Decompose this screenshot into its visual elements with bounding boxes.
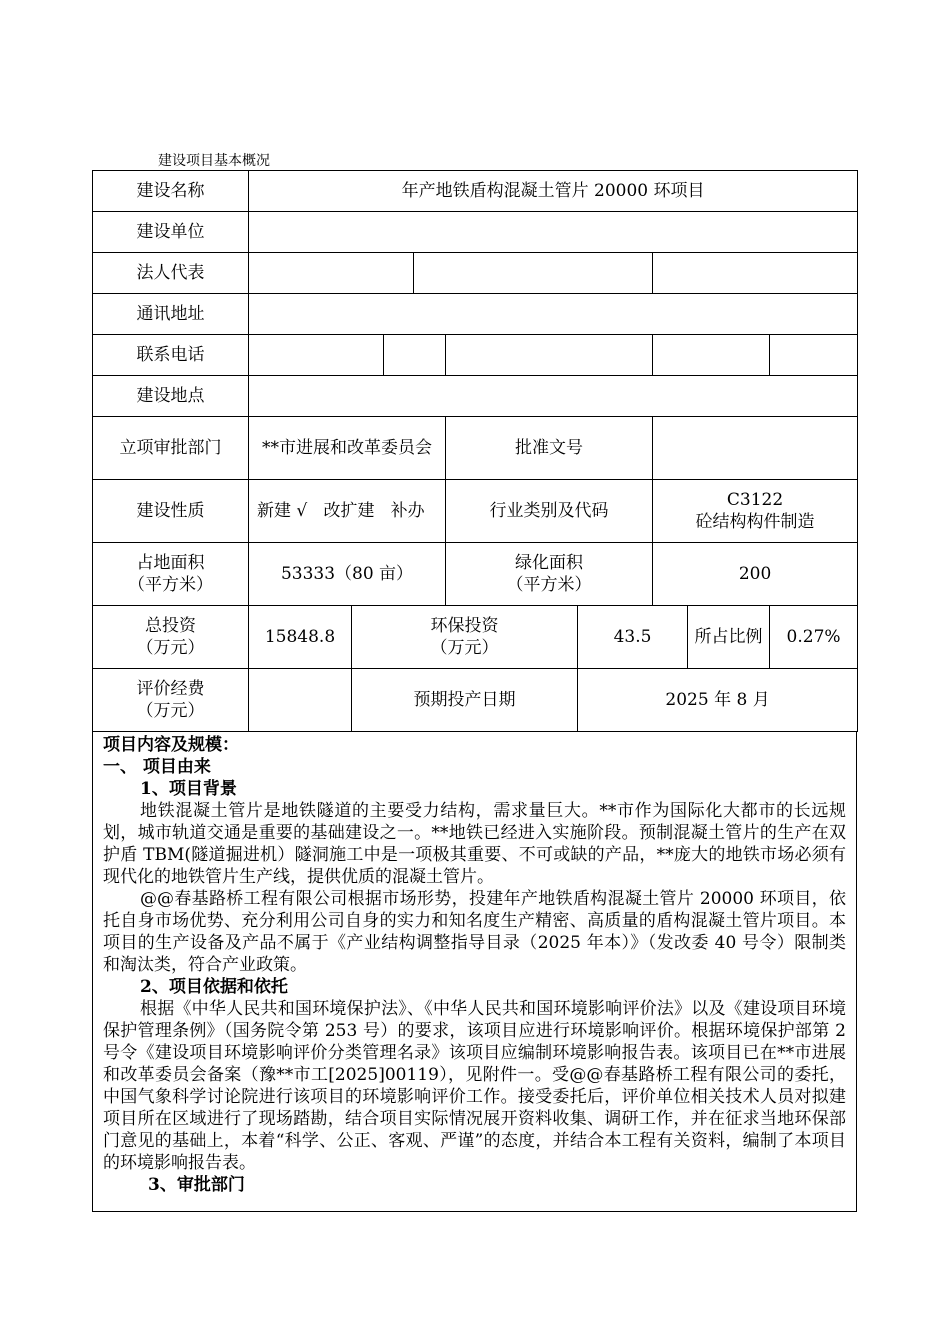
value-project-name: 年产地铁盾构混凝土管片 20000 环项目 — [249, 171, 858, 212]
value-approval-no — [653, 417, 858, 480]
value-production-date: 2025 年 8 月 — [578, 669, 858, 732]
paragraph-background-2: @@春基路桥工程有限公司根据市场形势，投建年产地铁盾构混凝土管片 20000 环项目，依托自身市场优势、充分利用公司自身的实力和知名度生产精密、高质量的盾构混凝土管片项目。本项目的生产设备及产品不属于《产业结构调整指导目录（2025 年本）》（发改委 40 号令）限制类和淘汰类，符合产业政策。 — [103, 889, 846, 975]
label-site: 建设地点 — [93, 376, 249, 417]
label-production-date: 预期投产日期 — [352, 669, 578, 732]
label-unit: 建设单位 — [93, 212, 249, 253]
label-address: 通讯地址 — [93, 294, 249, 335]
label-green — [446, 543, 653, 606]
label-green-line2: （平方米） — [506, 575, 592, 595]
label-env-investment — [352, 606, 578, 669]
label-green-line1: 绿化面积 — [515, 553, 583, 573]
row-legal-rep — [93, 253, 858, 294]
value-unit — [249, 212, 858, 253]
row-investment — [93, 606, 858, 669]
row-address — [93, 294, 858, 335]
value-ratio: 0.27% — [770, 606, 858, 669]
value-nature: 新建 √ 改扩建 补办 — [249, 480, 446, 543]
industry-name: 砼结构构件制造 — [695, 512, 815, 532]
row-unit — [93, 212, 858, 253]
value-env-investment: 43.5 — [578, 606, 688, 669]
paragraph-basis: 根据《中华人民共和国环境保护法》、《中华人民共和国环境影响评价法》以及《建设项目环境保护管理条例》（国务院令第 253 号）的要求，该项目应进行环境影响评价。根据环境保护部第 2 号令《建设项目环境影响评价分类管理名录》该项目应编制环境影响报告表。该项目已在**市进展和改革委员会备案（豫**市工[2025]00119），见附件一。受@@春基路桥工程有限公司的委托，中国气象科学讨论院进行该项目的环境影响评价工作。接受委托后，评价单位相关技术人员对拟建项目所在区域进行了现场踏勘，结合项目实际情况展开资料收集、调研工作，并在征求当地环保部门意见的基础上，本着“科学、公正、客观、严谨”的态度，并结合本工程有关资料，编制了本项目的环境影响报告表。 — [103, 999, 846, 1173]
label-approval-dept: 立项审批部门 — [93, 417, 249, 480]
industry-code: C3122 — [726, 490, 784, 510]
label-postcode-blank — [653, 335, 770, 376]
value-site — [249, 376, 858, 417]
project-content-section — [92, 731, 857, 1212]
row-approval — [93, 417, 858, 480]
value-contact-blank — [653, 253, 858, 294]
row-project-name — [93, 171, 858, 212]
value-investment: 15848.8 — [249, 606, 352, 669]
subheading-approval: 3、审批部门 — [148, 1175, 245, 1195]
label-approval-no: 批准文号 — [446, 417, 653, 480]
label-fee — [93, 669, 249, 732]
project-info-table — [92, 170, 858, 732]
row-phone — [93, 335, 858, 376]
table-caption: 建设项目基本概况 — [158, 153, 270, 169]
value-fee — [249, 669, 352, 732]
label-phone: 联系电话 — [93, 335, 249, 376]
label-env-investment-line2: （万元） — [430, 638, 499, 658]
label-legal-rep: 法人代表 — [93, 253, 249, 294]
subheading-background: 1、项目背景 — [140, 779, 237, 799]
row-area — [93, 543, 858, 606]
section-origin-heading: 一、 项目由来 — [103, 757, 211, 777]
label-area — [93, 543, 249, 606]
label-fax-blank — [384, 335, 446, 376]
label-fee-line2: （万元） — [136, 701, 205, 721]
value-address — [249, 294, 858, 335]
label-contact-blank — [414, 253, 653, 294]
row-nature — [93, 480, 858, 543]
label-area-line1: 占地面积 — [136, 553, 205, 573]
label-nature: 建设性质 — [93, 480, 249, 543]
value-phone — [249, 335, 384, 376]
row-fee — [93, 669, 858, 732]
label-project-name: 建设名称 — [93, 171, 249, 212]
value-industry — [653, 480, 858, 543]
value-fax-blank — [446, 335, 653, 376]
label-investment-line1: 总投资 — [145, 616, 196, 636]
label-industry: 行业类别及代码 — [446, 480, 653, 543]
value-approval-dept: **市进展和改革委员会 — [249, 417, 446, 480]
value-green: 200 — [653, 543, 858, 606]
subheading-basis: 2、项目依据和依托 — [140, 977, 288, 997]
value-legal-rep — [249, 253, 414, 294]
label-ratio: 所占比例 — [688, 606, 770, 669]
value-area: 53333（80 亩） — [249, 543, 446, 606]
row-site — [93, 376, 858, 417]
label-env-investment-line1: 环保投资 — [430, 616, 499, 636]
paragraph-background-1: 地铁混凝土管片是地铁隧道的主要受力结构，需求量巨大。**市作为国际化大都市的长远规划，城市轨道交通是重要的基础建设之一。**地铁已经进入实施阶段。预制混凝土管片的生产在双护盾 TBM(隧道掘进机）隧洞施工中是一项极其重要、不可或缺的产品，**庞大的地铁市场必须有现代化的地铁管片生产线，提供优质的混凝土管片。 — [103, 801, 846, 887]
label-fee-line1: 评价经费 — [136, 679, 205, 699]
value-postcode-blank — [770, 335, 858, 376]
label-investment — [93, 606, 249, 669]
content-heading: 项目内容及规模： — [103, 735, 239, 755]
label-investment-line2: （万元） — [136, 638, 205, 658]
label-area-line2: （平方米） — [128, 575, 213, 595]
